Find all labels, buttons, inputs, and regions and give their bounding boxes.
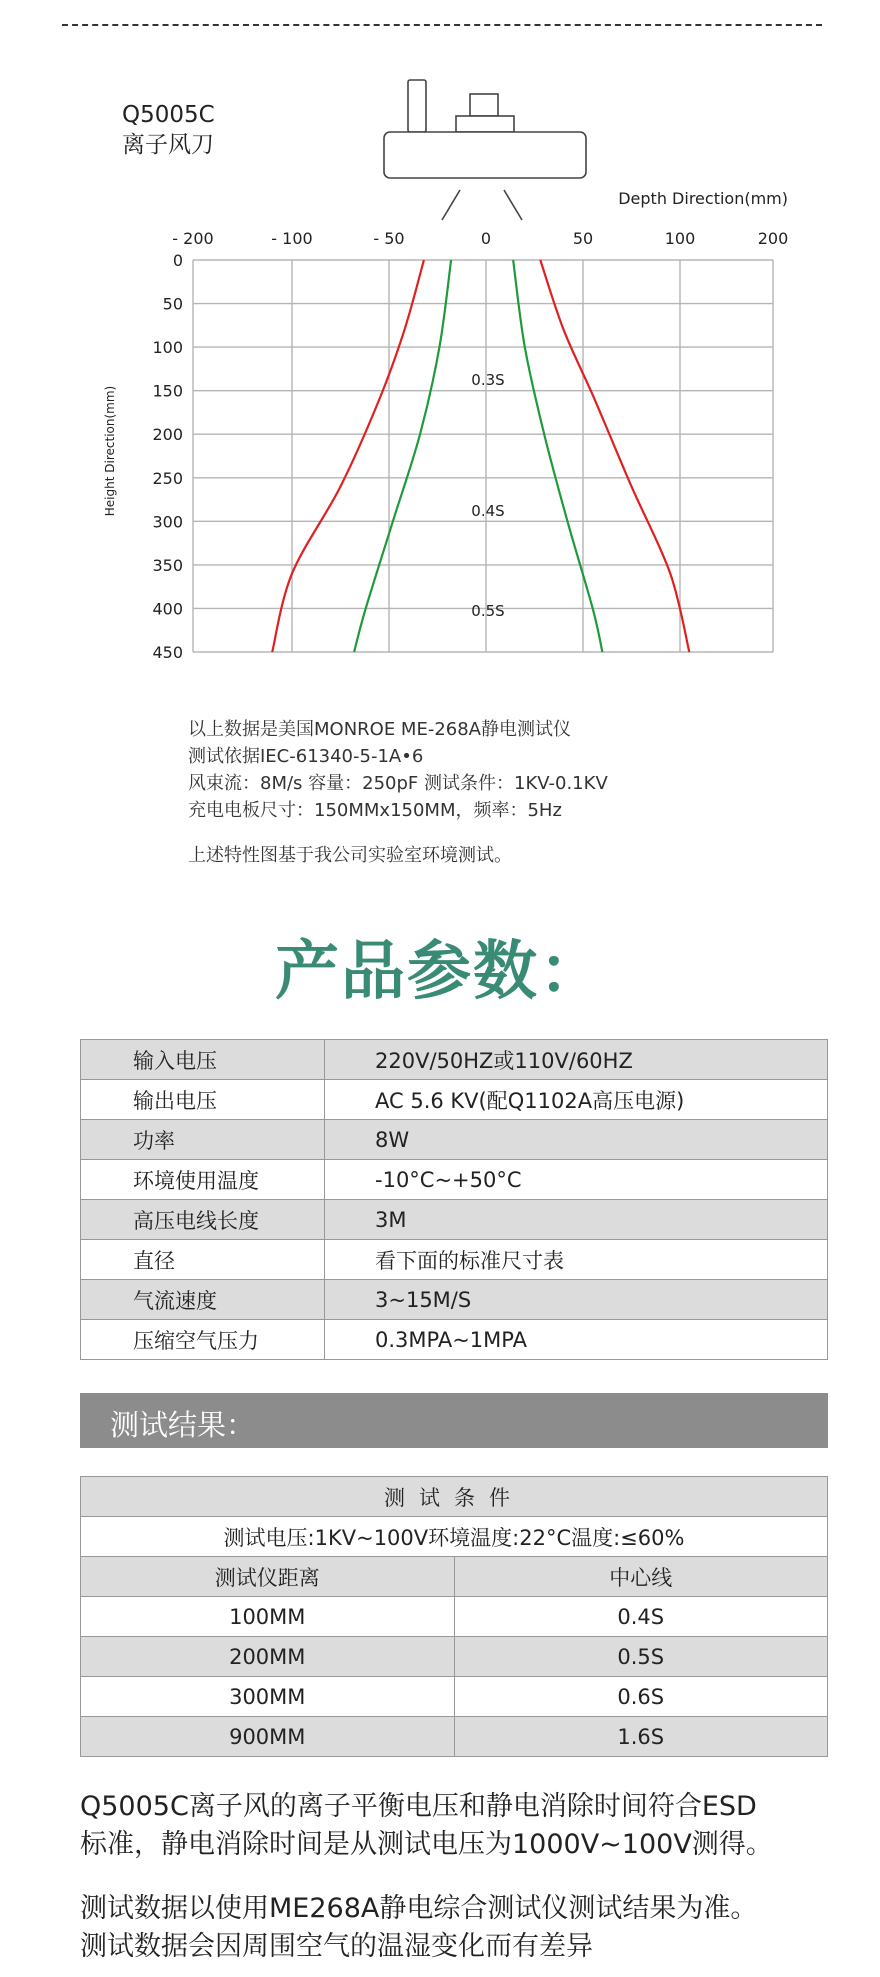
param-value: 3~15M/S	[325, 1280, 828, 1320]
test-notes	[188, 716, 608, 869]
param-key: 环境使用温度	[81, 1160, 325, 1200]
result-time: 0.5S	[454, 1637, 828, 1677]
results-title: 测试结果：	[110, 1408, 256, 1442]
param-row	[81, 1160, 828, 1200]
param-key: 输出电压	[81, 1080, 325, 1120]
y-tick-label: 100	[152, 338, 183, 358]
x-tick-label: - 200	[172, 229, 214, 248]
x-axis-label: Depth Direction(mm)	[618, 189, 788, 208]
params-title: 产品参数：	[275, 935, 605, 1009]
x-tick-label: 0	[480, 229, 492, 248]
result-time: 0.4S	[454, 1597, 828, 1637]
param-value: 3M	[325, 1200, 828, 1240]
model-number: Q5005C	[122, 102, 215, 128]
annotation-label: 0.3S	[471, 371, 505, 390]
param-key: 高压电线长度	[81, 1200, 325, 1240]
result-row	[81, 1677, 828, 1717]
condition-text: 测试电压:1KV~100V环境温度:22°C温度:≤60%	[81, 1517, 828, 1557]
paragraph-line: 测试数据以使用ME268A静电综合测试仪测试结果为准。	[80, 1893, 758, 1924]
y-tick-label: 300	[152, 512, 183, 532]
series-line-1	[540, 260, 689, 652]
y-tick-label: 250	[152, 468, 183, 488]
result-distance: 900MM	[81, 1717, 455, 1757]
param-row	[81, 1200, 828, 1240]
note-line: 风束流：8M/s 容量：250pF 测试条件：1KV-0.1KV	[188, 773, 608, 794]
result-row	[81, 1717, 828, 1757]
series-line-3	[513, 260, 602, 652]
param-value: 220V/50HZ或110V/60HZ	[325, 1040, 828, 1080]
param-key: 直径	[81, 1240, 325, 1280]
y-tick-label: 450	[152, 643, 183, 662]
result-time: 0.6S	[454, 1677, 828, 1717]
y-tick-label: 400	[152, 599, 183, 619]
device-post	[408, 80, 426, 132]
param-key: 输入电压	[81, 1040, 325, 1080]
chart	[0, 180, 880, 680]
params-table	[80, 1039, 828, 1360]
param-value: AC 5.6 KV(配Q1102A高压电源)	[325, 1080, 828, 1120]
results-header-bar	[80, 1393, 828, 1448]
compliance-paragraph	[80, 1788, 773, 1864]
result-time: 1.6S	[454, 1717, 828, 1757]
note-line: 充电电板尺寸：150MMx150MM，频率：5Hz	[188, 800, 562, 821]
y-tick-label: 50	[162, 294, 183, 314]
device-nut	[470, 94, 498, 116]
y-tick-label: 150	[152, 381, 183, 401]
param-row	[81, 1080, 828, 1120]
result-distance: 300MM	[81, 1677, 455, 1717]
product-name: 离子风刀	[122, 132, 214, 158]
param-row	[81, 1040, 828, 1080]
paragraph-line: 标准，静电消除时间是从测试电压为1000V~100V测得。	[80, 1829, 773, 1860]
x-tick-label: 200	[757, 229, 789, 248]
note-line: 以上数据是美国MONROE ME-268A静电测试仪	[188, 719, 571, 740]
param-value: 0.3MPA~1MPA	[325, 1320, 828, 1360]
paragraph-line: 测试数据会因周围空气的温湿变化而有差异	[80, 1931, 593, 1962]
param-row	[81, 1240, 828, 1280]
product-label	[122, 100, 215, 160]
param-value: -10°C~+50°C	[325, 1160, 828, 1200]
dashed-divider	[62, 24, 822, 26]
param-key: 气流速度	[81, 1280, 325, 1320]
paragraph-line: Q5005C离子风的离子平衡电压和静电消除时间符合ESD	[80, 1791, 757, 1822]
param-key: 压缩空气压力	[81, 1320, 325, 1360]
annotation-label: 0.4S	[471, 501, 505, 520]
param-row	[81, 1120, 828, 1160]
x-tick-label: - 100	[271, 229, 313, 248]
note-line: 上述特性图基于我公司实验室环境测试。	[188, 845, 512, 866]
param-value: 看下面的标准尺寸表	[325, 1240, 828, 1280]
param-key: 功率	[81, 1120, 325, 1160]
result-distance: 200MM	[81, 1637, 455, 1677]
y-tick-label: 200	[152, 425, 183, 445]
result-row	[81, 1637, 828, 1677]
param-row	[81, 1280, 828, 1320]
y-axis-label: Height Direction(mm)	[103, 385, 117, 517]
x-tick-label: 100	[664, 229, 696, 248]
y-tick-label: 0	[172, 251, 183, 270]
column-header: 测试仪距离	[81, 1557, 455, 1597]
disclaimer-paragraph	[80, 1890, 757, 1966]
device-fitting	[456, 116, 514, 132]
series-line-0	[272, 260, 424, 652]
annotation-label: 0.5S	[471, 602, 505, 621]
series-line-2	[354, 260, 451, 652]
x-tick-label: 50	[572, 229, 594, 248]
param-row	[81, 1320, 828, 1360]
column-header: 中心线	[454, 1557, 828, 1597]
result-distance: 100MM	[81, 1597, 455, 1637]
result-row	[81, 1597, 828, 1637]
device-body	[384, 132, 586, 178]
param-value: 8W	[325, 1120, 828, 1160]
results-table	[80, 1476, 828, 1757]
condition-title: 测试条件	[81, 1477, 828, 1517]
x-tick-label: - 50	[373, 229, 405, 248]
y-tick-label: 350	[152, 555, 183, 575]
note-line: 测试依据IEC-61340-5-1A•6	[188, 746, 424, 767]
